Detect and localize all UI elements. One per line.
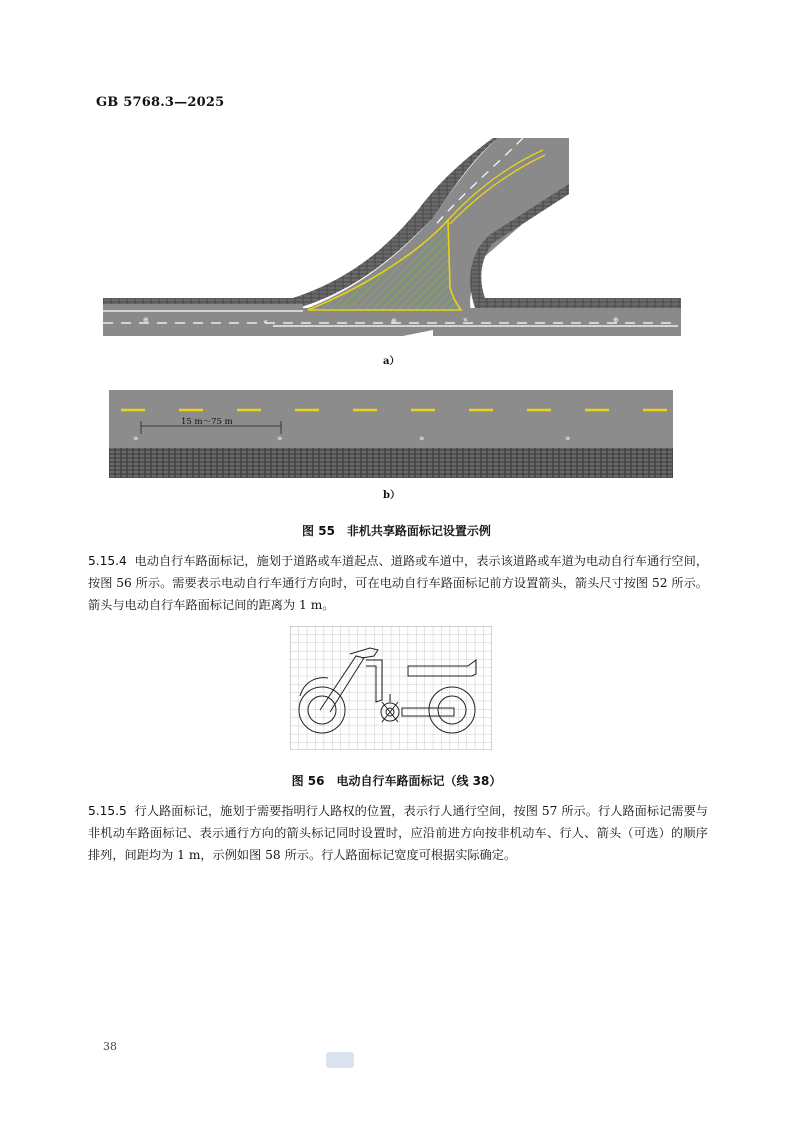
clause-number: 5.15.5 <box>88 804 127 818</box>
page-number: 38 <box>103 1040 117 1053</box>
figure-55b <box>109 390 673 478</box>
clause-number: 5.15.4 <box>88 554 127 568</box>
svg-text:«: « <box>263 317 268 326</box>
distance-label: 15 m～75 m <box>181 417 233 427</box>
svg-text:«: « <box>463 315 468 324</box>
svg-text:»: » <box>565 434 571 444</box>
svg-text:⊕: ⊕ <box>391 317 397 325</box>
standard-number: GB 5768.3—2025 <box>96 95 225 110</box>
svg-text:»: » <box>277 434 283 444</box>
figure-56 <box>290 626 492 750</box>
figure-55a-label: a） <box>383 356 400 367</box>
figure-55-caption: 图 55 非机共享路面标记设置示例 <box>302 524 491 538</box>
sidewalk-b <box>109 448 673 478</box>
svg-text:⊕: ⊕ <box>143 316 149 324</box>
svg-text:»: » <box>419 434 425 444</box>
figure-55b-label: b） <box>383 490 400 501</box>
figure-55a <box>103 138 681 338</box>
clause-text: 行人路面标记，施划于需要指明行人路权的位置，表示行人通行空间，按图 57 所示。行人路面标记需要与非机动车路面标记、表示通行方向的箭头标记同时设置时，应沿前进方向按非机动车、行人、箭头（可选）的顺序排列，间距均为 1 m，示例如图 58 所示。行人路面标记宽度可根据实际确定。 <box>88 804 708 862</box>
clause-text: 电动自行车路面标记，施划于道路或车道起点、道路或车道中，表示该道路或车道为电动自行车通行空间，按图 56 所示。需要表示电动自行车通行方向时，可在电动自行车路面标记前方设置箭头，箭头尺寸按图 52 所示。箭头与电动自行车路面标记间的距离为 1 m。 <box>88 554 709 612</box>
svg-text:»: » <box>133 434 139 444</box>
watermark-logo <box>326 1052 354 1068</box>
paragraph-5-15-5 <box>88 800 708 866</box>
figure-56-caption: 图 56 电动自行车路面标记（线 38） <box>291 774 502 788</box>
paragraph-5-15-4 <box>88 550 708 616</box>
svg-text:⊕: ⊕ <box>613 316 619 324</box>
